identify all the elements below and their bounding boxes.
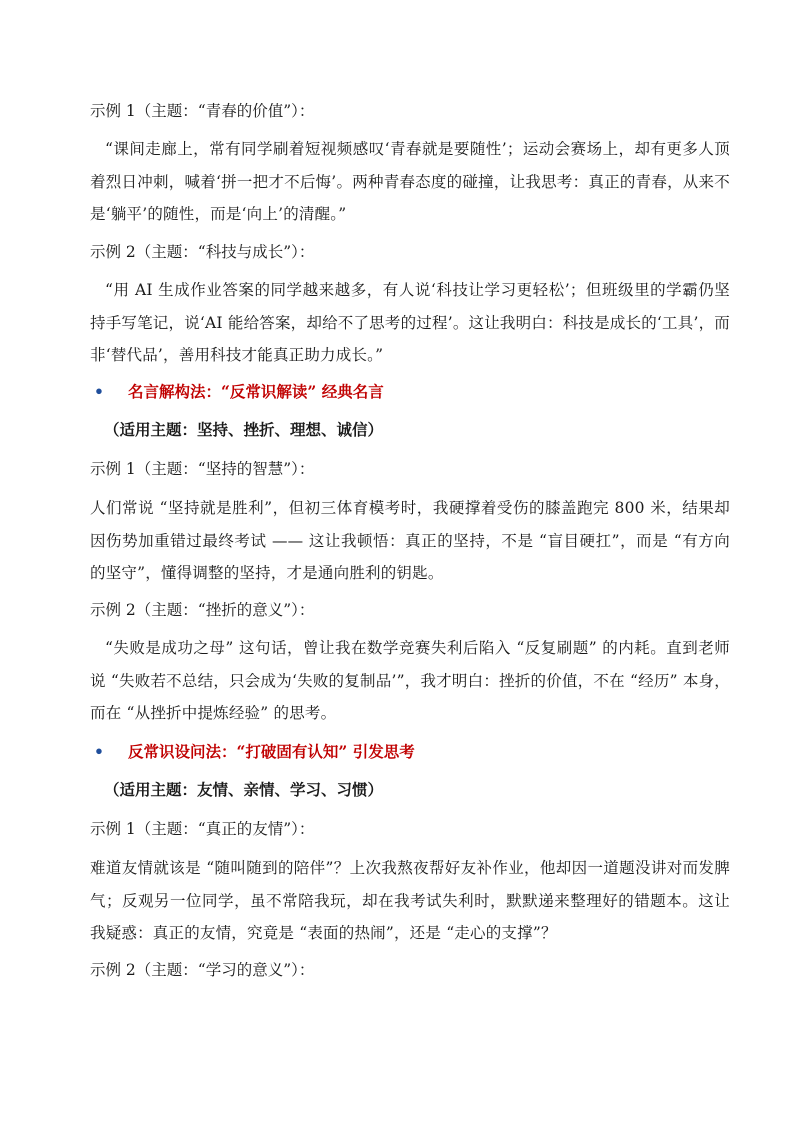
example-label: 示例 1（主题：“真正的友情”）： (90, 820, 315, 838)
applicable-topics: （适用主题：坚持、挫折、理想、诚信） (104, 420, 384, 439)
example-label: 示例 1（主题：“坚持的智慧”）： (90, 460, 315, 478)
applicable-topics: （适用主题：友情、亲情、学习、习惯） (104, 780, 384, 799)
example-paragraph: “用 AI 生成作业答案的同学越来越多，有人说‘科技让学习更轻松’；但班级里的学霸仍坚持手写笔记，说‘AI 能给答案，却给不了思考的过程’。这让我明白：科技是成长的‘工具’，而非‘替代品’，善用科技才能真正助力成长。” (90, 281, 730, 364)
example-paragraph: 人们常说 “坚持就是胜利”，但初三体育模考时，我硬撑着受伤的膝盖跑完 800 米，结果却因伤势加重错过最终考试 —— 这让我顿悟：真正的坚持，不是 “盲目硬扛”，而是 “有方向的坚守”，懂得调整的坚持，才是通向胜利的钥匙。 (90, 499, 730, 582)
section-title: 名言解构法：“反常识解读” 经典名言 (128, 382, 384, 401)
example-paragraph: “失败是成功之母” 这句话，曾让我在数学竞赛失利后陷入 “反复刷题” 的内耗。直到老师说 “失败若不总结，只会成为‘失败的复制品’”，我才明白：挫折的价值，不在 “经历” 本身，而在 “从挫折中提炼经验” 的思考。 (90, 639, 730, 722)
bullet-icon: • (94, 382, 104, 401)
bullet-icon: • (94, 742, 104, 761)
example-label: 示例 2（主题：“挫折的意义”）： (90, 601, 315, 619)
example-label: 示例 2（主题：“学习的意义”）： (90, 961, 315, 979)
example-paragraph: “课间走廊上，常有同学刷着短视频感叹‘青春就是要随性’；运动会赛场上，却有更多人顶着烈日冲刺，喊着‘拼一把才不后悔’。两种青春态度的碰撞，让我思考：真正的青春，从来不是‘躺平’的随性，而是‘向上’的清醒。” (90, 140, 730, 223)
example-label: 示例 1（主题：“青春的价值”）： (90, 102, 315, 120)
section-title: 反常识设问法：“打破固有认知” 引发思考 (128, 742, 415, 761)
example-label: 示例 2（主题：“科技与成长”）： (90, 243, 315, 261)
section-heading (94, 736, 415, 768)
section-heading (94, 376, 384, 408)
example-paragraph: 难道友情就该是 “随叫随到的陪伴”？上次我熬夜帮好友补作业，他却因一道题没讲对而发脾气；反观另一位同学，虽不常陪我玩，却在我考试失利时，默默递来整理好的错题本。这让我疑惑：真正的友情，究竟是 “表面的热闹”，还是 “走心的支撑”？ (90, 859, 730, 942)
